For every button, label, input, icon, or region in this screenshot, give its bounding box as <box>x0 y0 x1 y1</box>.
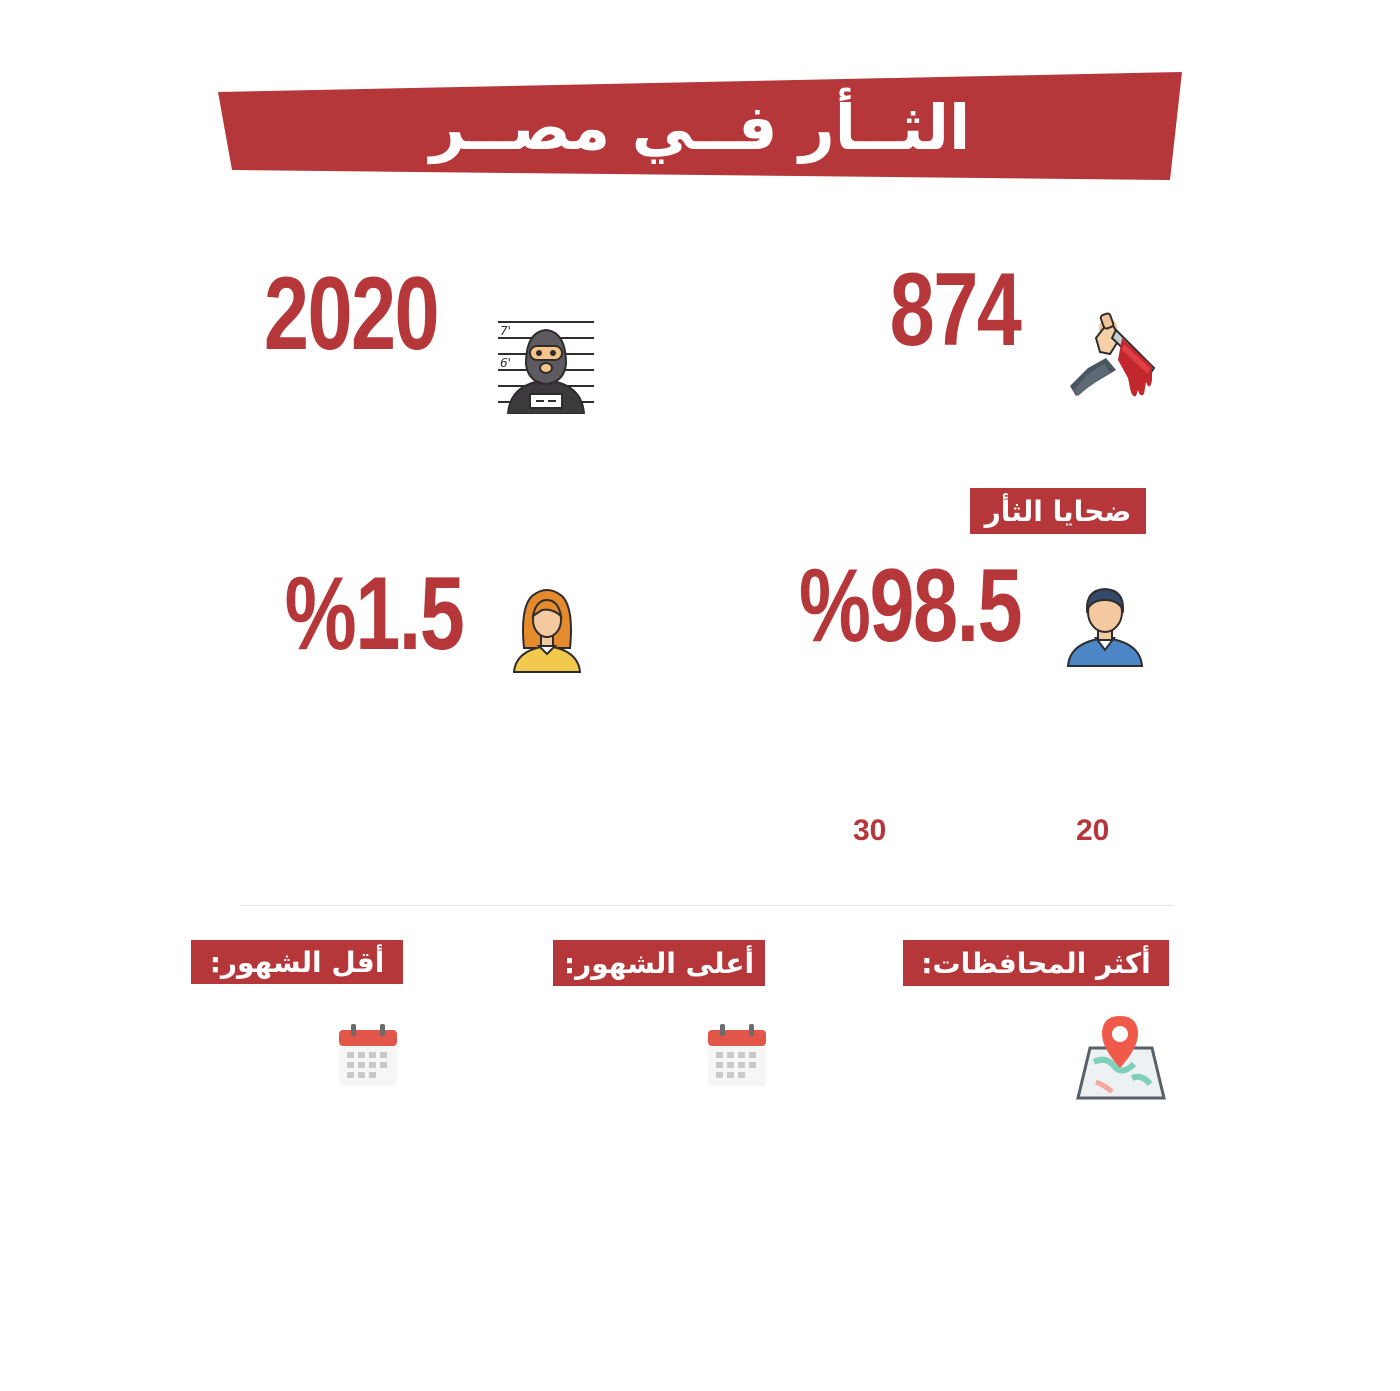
calendar-icon <box>337 1022 399 1088</box>
svg-text:6': 6' <box>500 356 511 370</box>
victims-label: ضحايا الثأر <box>970 488 1146 534</box>
section-divider <box>240 905 1174 906</box>
svg-text:7': 7' <box>500 324 511 338</box>
number-20: 20 <box>1076 814 1110 847</box>
incidents-count: 874 <box>889 252 1021 368</box>
number-30: 30 <box>853 814 887 847</box>
lowest-months-label: أقل الشهور: <box>191 940 403 984</box>
top-governorates-label: أكثر المحافظات: <box>903 940 1169 986</box>
man-icon <box>1066 586 1144 668</box>
highest-months-label: أعلى الشهور: <box>553 940 765 986</box>
woman-icon <box>512 588 582 674</box>
title-banner <box>218 72 1182 182</box>
men-victims-percentage: %98.5 <box>798 548 1022 664</box>
mugshot-criminal-icon <box>498 318 594 414</box>
page-title: الثــأر فــي مصــر <box>429 90 971 164</box>
year-value: 2020 <box>263 256 439 372</box>
women-victims-percentage: %1.5 <box>284 556 464 672</box>
calendar-icon <box>706 1022 768 1088</box>
map-pin-icon <box>1076 1014 1166 1102</box>
bloody-knife-icon <box>1066 308 1158 398</box>
